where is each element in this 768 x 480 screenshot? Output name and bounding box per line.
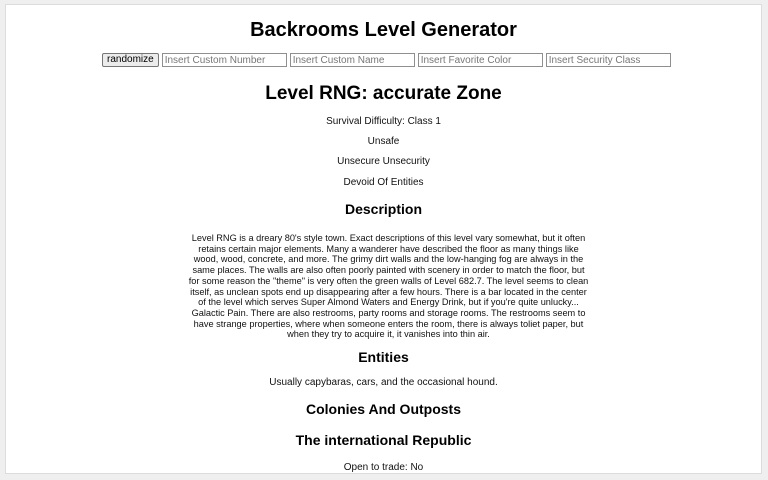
security-class-input[interactable]	[546, 53, 671, 67]
custom-number-input[interactable]	[162, 53, 287, 67]
generator-controls	[102, 53, 671, 67]
favorite-color-input[interactable]	[418, 53, 543, 67]
entities-text: Usually capybaras, cars, and the occasional hound.	[269, 377, 498, 388]
colony-name: The international Republic	[295, 432, 472, 448]
description-text: Level RNG is a dreary 80's style town. Exact descriptions of this level vary somewhat, but it often retains certain major elements. Many a wanderer have described the floor as many things like wood, wood, concrete, and more. The grimy dirt walls and the low-hanging fog are always in the same places. The walls are also often poorly painted with scenery in order to match the floor, but for some reason the "theme" is very often the green walls of Level 682.7. The level seems to clean itself, as unclean spots end up disappearing after a few hours. There is a bar located in the center of the level which serves Super Almond Waters and Energy Drink, but if you're quite unlucky... Galactic Pain. There are also restrooms, party rooms and storage rooms. The restrooms seem to have strange properties, where when someone enters the room, there is always toliet paper, but when they try to acquire it, it vanishes into thin air.	[188, 233, 589, 340]
description-heading: Description	[344, 201, 422, 217]
open-to-trade: Open to trade: No	[343, 462, 424, 473]
security-status: Unsecure Unsecurity	[337, 156, 430, 167]
randomize-button[interactable]: randomize	[102, 53, 159, 67]
safety-status: Unsafe	[367, 136, 400, 147]
level-title: Level RNG: accurate Zone	[265, 83, 502, 104]
page-title: Backrooms Level Generator	[250, 19, 517, 41]
custom-name-input[interactable]	[290, 53, 415, 67]
entities-status: Devoid Of Entities	[343, 177, 424, 188]
colonies-heading: Colonies And Outposts	[305, 401, 462, 417]
entities-heading: Entities	[358, 349, 409, 365]
survival-difficulty: Survival Difficulty: Class 1	[326, 116, 441, 127]
page-frame	[5, 4, 762, 474]
